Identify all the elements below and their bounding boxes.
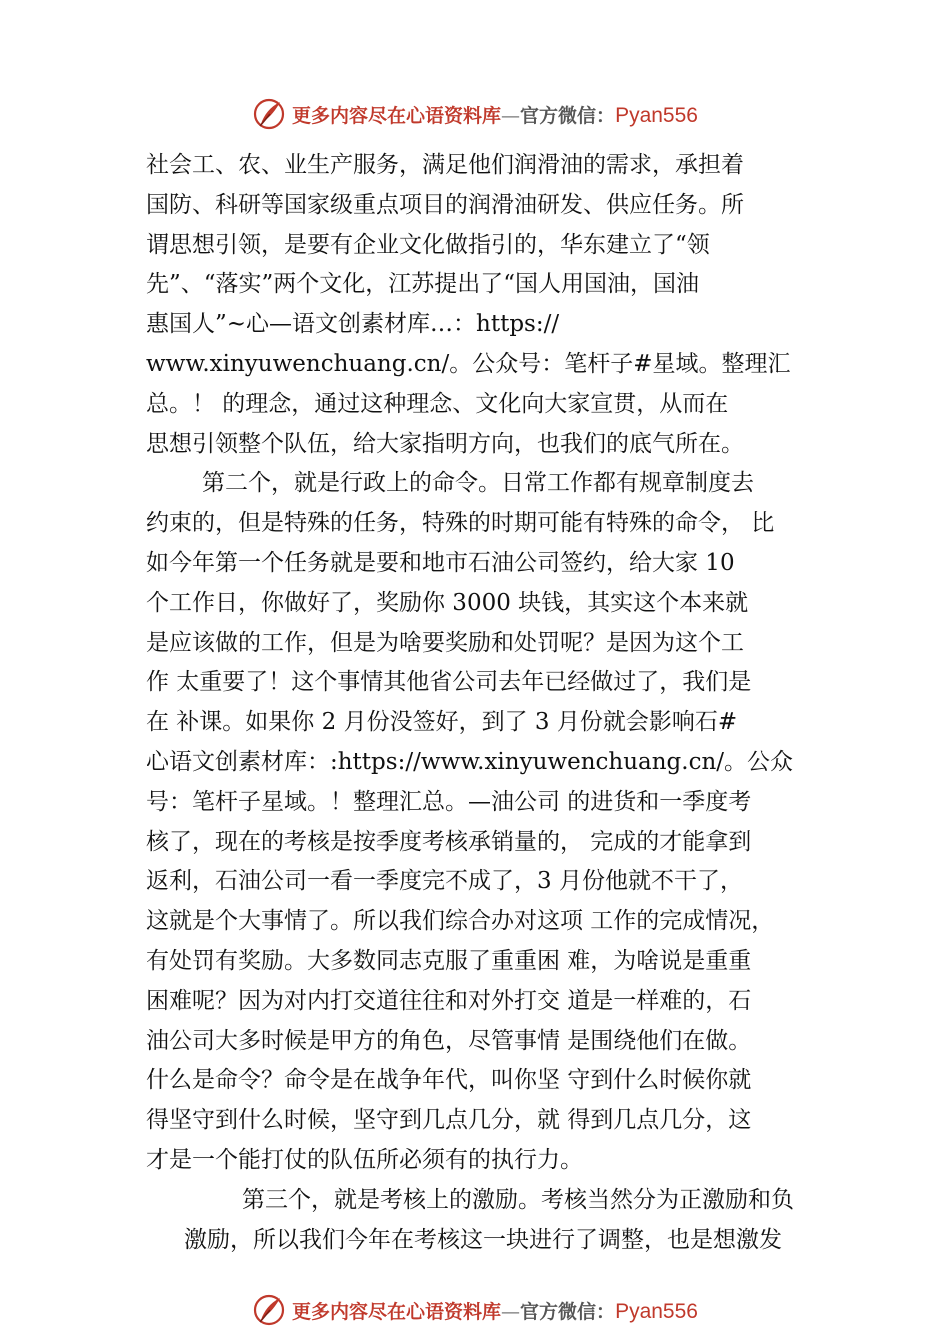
text-line: 总。！ 的理念，通过这种理念、文化向大家宣贯，从而在 xyxy=(146,390,729,417)
text-line: 先”、“落实”两个文化，江苏提出了“国人用国油，国油 xyxy=(146,271,700,298)
text-line: 这就是个大事情了。所以我们综合办对这项 工作的完成情况， xyxy=(146,908,775,935)
text-line: 在 补课。如果你 2 月份没签好，到了 3 月份就会影响石# xyxy=(146,709,738,736)
text-line: 第三个，就是考核上的激励。考核当然分为正激励和负 xyxy=(242,1186,794,1213)
header-banner xyxy=(0,94,950,134)
text-line: 才是一个能打仗的队伍所必须有的执行力。 xyxy=(146,1146,583,1173)
header-separator: — xyxy=(501,104,521,127)
text-line: 有处罚有奖励。大多数同志克服了重重困 难，为啥说是重重 xyxy=(146,947,752,974)
text-line: 核了，现在的考核是按季度考核承销量的， 完成的才能拿到 xyxy=(146,828,752,855)
header-title: 更多内容尽在心语资料库 xyxy=(292,104,502,127)
text-line: www.xinyuwenchuang.cn/。公众号：笔杆子#星域。整理汇 xyxy=(146,350,791,377)
text-line: 激励，所以我们今年在考核这一块进行了调整，也是想激发 xyxy=(184,1226,782,1253)
text-line: 油公司大多时候是甲方的角色，尽管事情 是围绕他们在做。 xyxy=(146,1027,752,1054)
text-line: 谓思想引领，是要有企业文化做指引的，华东建立了“领 xyxy=(146,231,710,258)
text-line: 是应该做的工作，但是为啥要奖励和处罚呢？是因为这个工 xyxy=(146,629,744,656)
text-line: 国防、科研等国家级重点项目的润滑油研发、供应任务。所 xyxy=(146,191,744,218)
text-line: 如今年第一个任务就是要和地市石油公司签约，给大家 10 xyxy=(146,549,735,576)
text-line: 约束的，但是特殊的任务，特殊的时期可能有特殊的命令， 比 xyxy=(146,510,775,537)
footer-title: 更多内容尽在心语资料库 xyxy=(292,1300,502,1323)
text-line: 思想引领整个队伍，给大家指明方向，也我们的底气所在。 xyxy=(146,430,744,457)
feather-pen-icon xyxy=(252,97,286,131)
text-line: 得坚守到什么时候，坚守到几点几分，就 得到几点几分，这 xyxy=(146,1107,752,1134)
text-line: 返利，石油公司一看一季度完不成了，3 月份他就不干了， xyxy=(146,868,743,895)
footer-wechat-id: Pyan556 xyxy=(615,1299,698,1323)
text-line: 心语文创素材库：:https://www.xinyuwenchuang.cn/。公众 xyxy=(146,748,794,775)
feather-pen-icon xyxy=(252,1293,286,1327)
text-line: 社会工、农、业生产服务，满足他们润滑油的需求，承担着 xyxy=(146,152,744,178)
text-line: 困难呢？因为对内打交道往往和对外打交 道是一样难的，石 xyxy=(146,987,752,1014)
header-wechat-label: 官方微信： xyxy=(520,104,616,127)
footer-separator: — xyxy=(501,1300,521,1323)
text-line: 作 太重要了！这个事情其他省公司去年已经做过了，我们是 xyxy=(146,669,752,696)
text-line: 号：笔杆子星域。！整理汇总。—油公司 的进货和一季度考 xyxy=(146,788,752,815)
text-line: 惠国人”~心—语文创素材库…：https:// xyxy=(146,311,560,338)
footer-wechat-label: 官方微信： xyxy=(520,1300,616,1323)
header-wechat-id: Pyan556 xyxy=(615,103,698,127)
text-line: 个工作日，你做好了，奖励你 3000 块钱，其实这个本来就 xyxy=(146,589,749,616)
text-line: 第二个，就是行政上的命令。日常工作都有规章制度去 xyxy=(202,470,754,497)
body-text xyxy=(146,146,826,1260)
text-line: 什么是命令？命令是在战争年代，叫你坚 守到什么时候你就 xyxy=(146,1067,752,1094)
footer-banner xyxy=(0,1290,950,1330)
